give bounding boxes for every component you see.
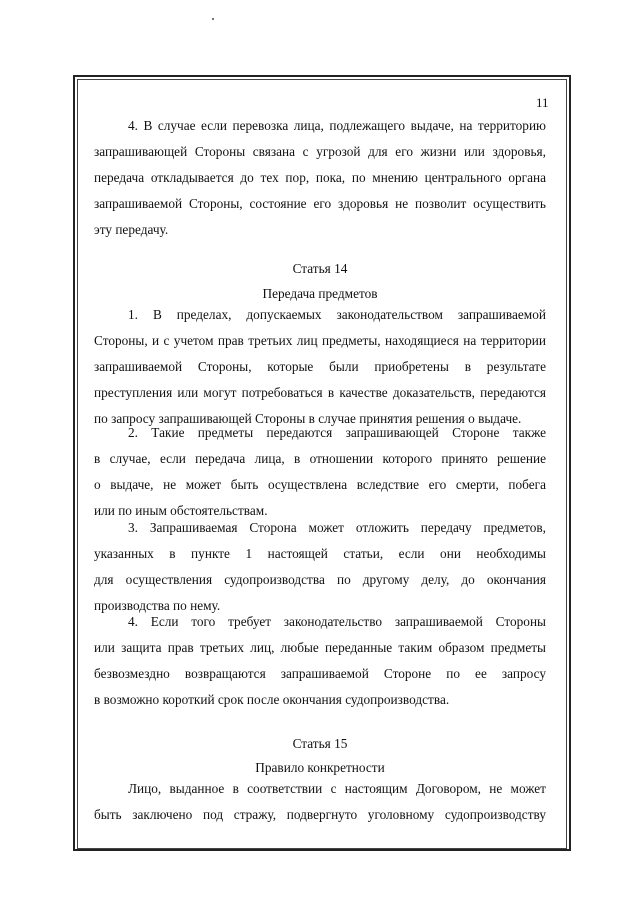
text-line: указанных в пункте 1 настоящей статьи, если они необходимы <box>94 546 546 561</box>
text-line: 3. Запрашиваемая Сторона может отложить передачу предметов, <box>128 520 546 535</box>
text-line: в случае, если передача лица, в отношении которого принято решение <box>94 451 546 466</box>
article-14-paragraph-1 <box>94 302 546 432</box>
text-line: 4. Если того требует законодательство запрашиваемой Стороны <box>128 614 546 629</box>
text-line: производства по нему. <box>94 598 221 613</box>
article-14-heading: Статья 14 <box>292 261 348 276</box>
text-line: в возможно короткий срок после окончания судопроизводства. <box>94 692 450 707</box>
text-line: безвозмездно возвращаются запрашиваемой Стороне по ее запросу <box>94 666 546 681</box>
text-line: преступления или могут потребоваться в качестве доказательств, передаются <box>94 385 546 400</box>
scan-mark <box>212 18 214 20</box>
article-14-paragraph-3 <box>94 515 546 619</box>
article-15-paragraph-1 <box>94 776 546 828</box>
text-line: 4. В случае если перевозка лица, подлежащего выдаче, на территорию <box>128 118 546 133</box>
text-line: для осуществления судопроизводства по другому делу, до окончания <box>94 572 546 587</box>
text-line: Стороны, и с учетом прав третьих лиц предметы, находящиеся на территории <box>94 333 546 348</box>
text-line: запрашивающей Стороны связана с угрозой для его жизни или здоровья, <box>94 144 546 159</box>
article-14-paragraph-4 <box>94 609 546 713</box>
text-line: быть заключено под стражу, подвергнуто уголовному судопроизводству <box>94 807 546 822</box>
text-line: запрашиваемой Стороны, которые были приобретены в результате <box>94 359 546 374</box>
article-14-title: Передача предметов <box>262 286 378 301</box>
page-number: 11 <box>536 95 549 110</box>
text-line: 1. В пределах, допускаемых законодательством запрашиваемой <box>128 307 546 322</box>
text-line: или по иным обстоятельствам. <box>94 503 268 518</box>
article-15-title: Правило конкретности <box>255 760 385 775</box>
text-line: по запросу запрашивающей Стороны в случае принятия решения о выдаче. <box>94 411 522 426</box>
article-15-heading: Статья 15 <box>292 736 348 751</box>
text-line: или защита прав третьих лиц, любые переданные таким образом предметы <box>94 640 546 655</box>
text-line: запрашиваемой Стороны, состояние его здоровья не позволит осуществить <box>94 196 546 211</box>
article-14-paragraph-2 <box>94 420 546 524</box>
text-line: передача откладывается до тех пор, пока, по мнению центрального органа <box>94 170 546 185</box>
text-line: 2. Такие предметы передаются запрашивающей Стороне также <box>128 425 546 440</box>
paragraph-art13-4 <box>94 113 546 243</box>
text-line: эту передачу. <box>94 222 169 237</box>
text-line: Лицо, выданное в соответствии с настоящим Договором, не может <box>128 781 546 796</box>
text-line: о выдаче, не может быть осуществлена вследствие его смерти, побега <box>94 477 546 492</box>
